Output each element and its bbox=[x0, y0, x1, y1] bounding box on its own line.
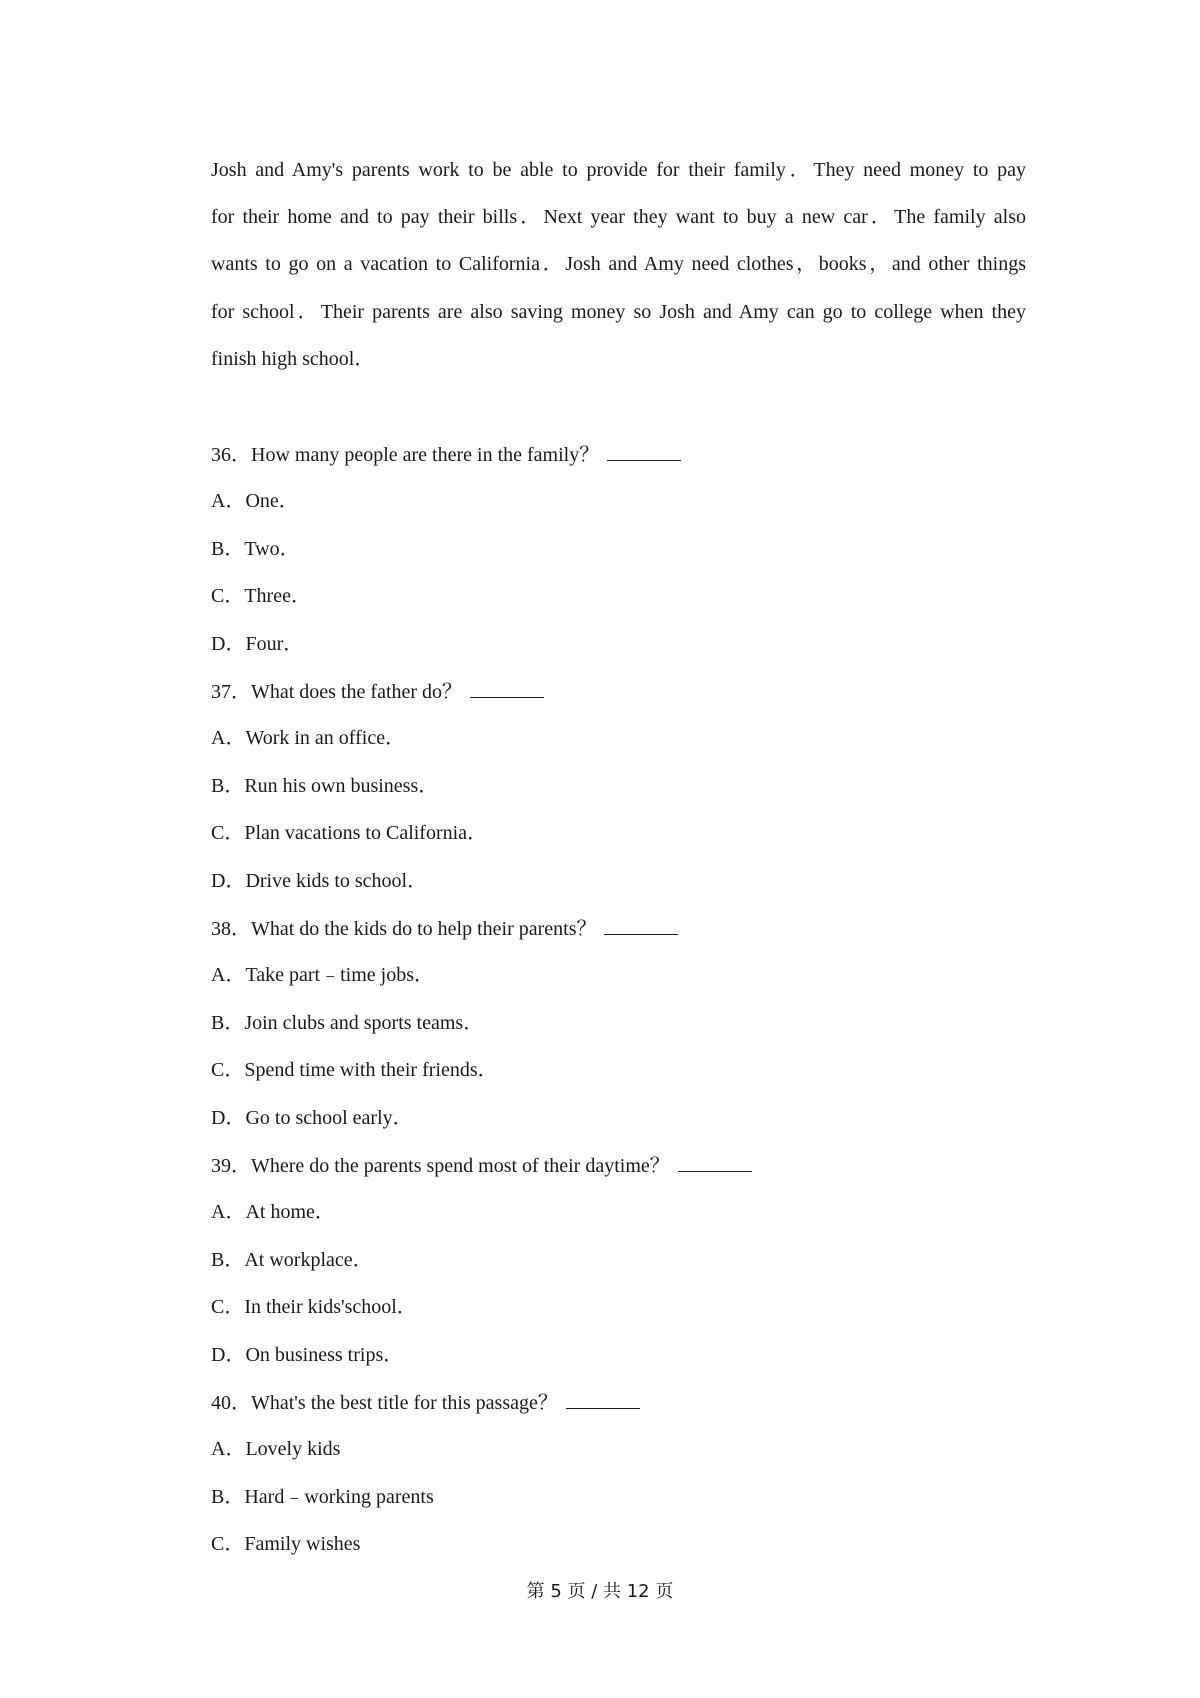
question-stem bbox=[211, 442, 681, 467]
option-b: B．At workplace． bbox=[211, 1249, 373, 1271]
question-stem-text: 37．What does the father do？ bbox=[211, 681, 463, 703]
passage-line: wants to go on a vacation to California．Josh and Amy need clothes，books，and other things bbox=[211, 253, 1026, 275]
passage-line: for school．Their parents are also saving money so Josh and Amy can go to college when they bbox=[211, 301, 1026, 323]
question-stem bbox=[211, 1153, 752, 1178]
answer-blank bbox=[678, 1153, 752, 1172]
answer-blank bbox=[470, 679, 544, 698]
option-c: C．Plan vacations to California． bbox=[211, 822, 488, 844]
option-a: A．Lovely kids bbox=[211, 1438, 341, 1460]
passage-line: Josh and Amy's parents work to be able to provide for their family．They need money to pay bbox=[211, 159, 1026, 181]
question-stem bbox=[211, 1390, 640, 1415]
page-footer: 第 5 页 / 共 12 页 bbox=[526, 1581, 674, 1602]
option-b: B．Join clubs and sports teams． bbox=[211, 1012, 484, 1034]
passage-line: finish high school． bbox=[211, 348, 375, 370]
question-stem bbox=[211, 916, 678, 941]
option-a: A．At home． bbox=[211, 1201, 335, 1223]
passage-line: for their home and to pay their bills．Next year they want to buy a new car．The family also bbox=[211, 206, 1026, 228]
option-b: B．Run his own business． bbox=[211, 775, 439, 797]
question-stem-text: 38．What do the kids do to help their parents？ bbox=[211, 918, 597, 940]
option-b: B．Two． bbox=[211, 538, 300, 560]
option-d: D．Drive kids to school． bbox=[211, 870, 428, 892]
option-b: B．Hard﹣working parents bbox=[211, 1486, 434, 1508]
answer-blank bbox=[604, 916, 678, 935]
option-d: D．Go to school early． bbox=[211, 1107, 413, 1129]
option-c: C．Three． bbox=[211, 585, 311, 607]
question-stem-text: 36．How many people are there in the family？ bbox=[211, 444, 600, 466]
answer-blank bbox=[607, 442, 681, 461]
option-a: A．One． bbox=[211, 490, 299, 512]
option-d: D．On business trips． bbox=[211, 1344, 404, 1366]
question-stem-text: 40．What's the best title for this passage？ bbox=[211, 1392, 558, 1414]
option-a: A．Work in an office． bbox=[211, 727, 406, 749]
option-a: A．Take part﹣time jobs． bbox=[211, 964, 434, 986]
option-c: C．Family wishes bbox=[211, 1533, 361, 1555]
option-d: D．Four． bbox=[211, 633, 304, 655]
question-stem bbox=[211, 679, 544, 704]
option-c: C．Spend time with their friends． bbox=[211, 1059, 498, 1081]
question-stem-text: 39．Where do the parents spend most of their daytime？ bbox=[211, 1155, 670, 1177]
option-c: C．In their kids'school． bbox=[211, 1296, 417, 1318]
answer-blank bbox=[566, 1390, 640, 1409]
